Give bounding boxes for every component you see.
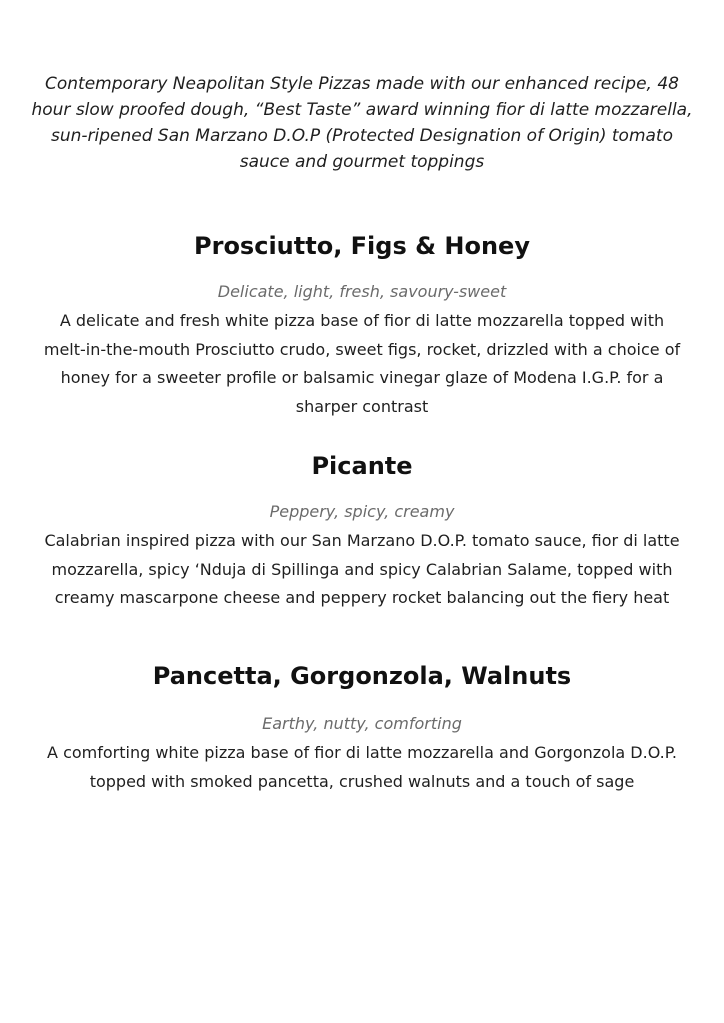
menu-item-tagline: Earthy, nutty, comforting: [262, 714, 462, 733]
menu-item-title: Picante: [311, 452, 413, 480]
intro-text: Contemporary Neapolitan Style Pizzas made with our enhanced recipe, 48 hour slow proofed dough, “Best Taste” award winning fior di latte mozzarella, sun-ripened San Marzano D.O.P (Protected Designation of Origin) tomato sauce and gourmet toppings: [31, 74, 693, 172]
menu-item-description: A delicate and fresh white pizza base of fior di latte mozzarella topped with melt-in-the-mouth Prosciutto crudo, sweet figs, rocket, drizzled with a choice of honey for a sweeter profile or balsamic vinegar glaze of Modena I.G.P. for a sharper contrast: [43, 311, 681, 416]
menu-item: [40, 661, 684, 796]
menu-item: [40, 451, 684, 613]
menu-item-description: A comforting white pizza base of fior di latte mozzarella and Gorgonzola D.O.P. topped with smoked pancetta, crushed walnuts and a touch of sage: [47, 743, 677, 791]
menu-item-tagline: Delicate, light, fresh, savoury-sweet: [217, 282, 507, 301]
menu-item-title: Prosciutto, Figs & Honey: [194, 232, 530, 260]
menu-item-description: Calabrian inspired pizza with our San Marzano D.O.P. tomato sauce, fior di latte mozzarella, spicy ‘Nduja di Spillinga and spicy Calabrian Salame, topped with creamy mascarpone cheese and peppery rocket balancing out the fiery heat: [44, 531, 680, 607]
menu-item-tagline: Peppery, spicy, creamy: [269, 502, 455, 521]
menu-item-title: Pancetta, Gorgonzola, Walnuts: [152, 662, 572, 690]
menu-item: [40, 231, 684, 421]
